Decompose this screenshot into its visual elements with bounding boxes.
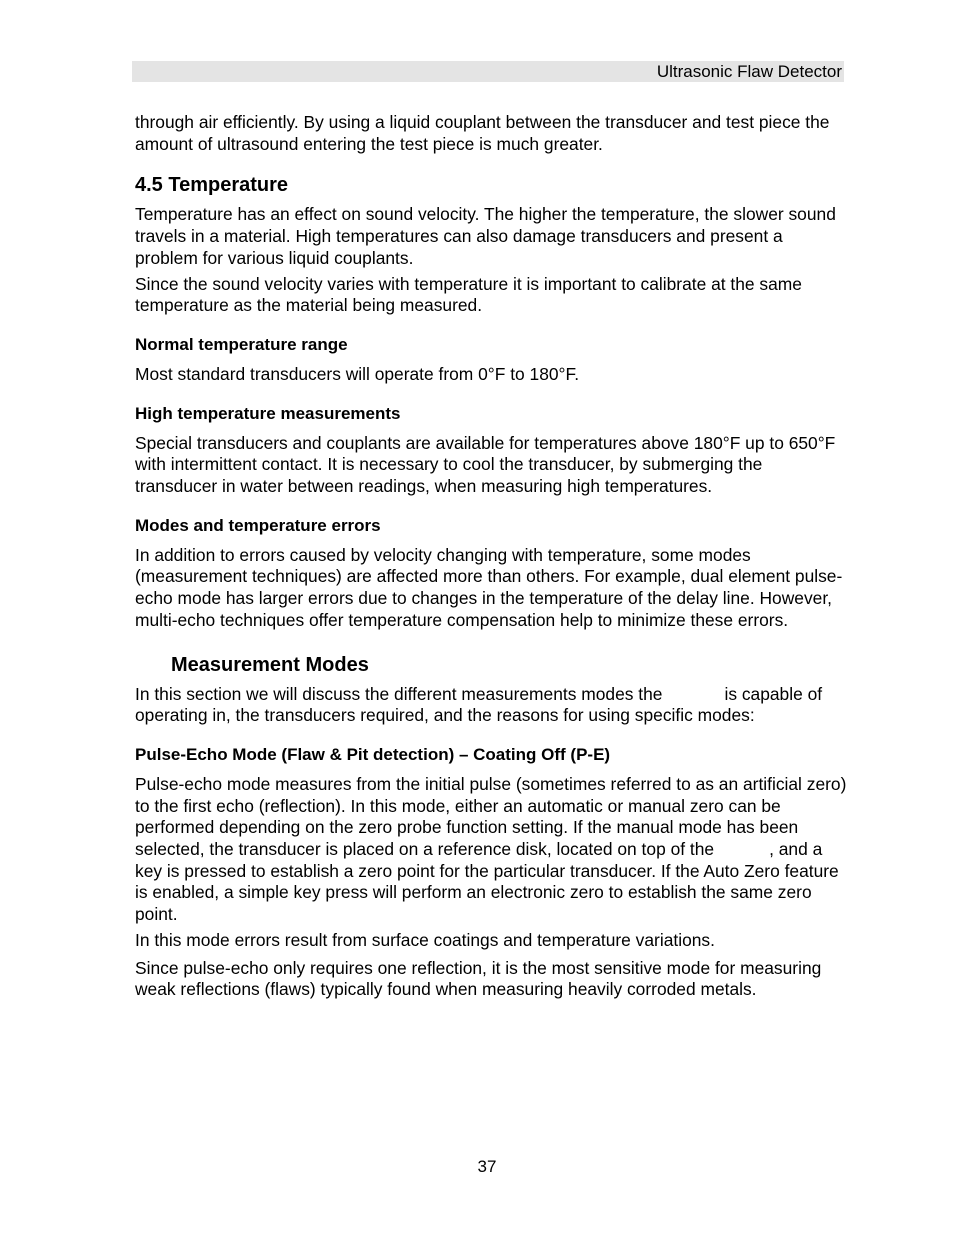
subheading-normal-range: Normal temperature range [135, 334, 348, 354]
intro-paragraph: through air efficiently. By using a liquid couplant between the transducer and test piece the amount of ultrasound entering the test piece is much greater. [135, 112, 830, 154]
measurement-modes-intro [135, 684, 847, 727]
temperature-paragraph-2: Since the sound velocity varies with temperature it is important to calibrate at the same temperature as the material being measured. [135, 273, 802, 316]
measurement-modes-intro-part2: is capable of operating in, the transducers required, and the reasons for using specific modes: [135, 683, 823, 726]
header-title: Ultrasonic Flaw Detector [656, 62, 842, 81]
subheading-pulse-echo: Pulse-Echo Mode (Flaw & Pit detection) – Coating Off (P-E) [135, 744, 611, 764]
page-number: 37 [477, 1157, 497, 1176]
page-content [135, 112, 847, 1001]
normal-range-paragraph: Most standard transducers will operate from 0°F to 180°F. [135, 363, 580, 384]
pulse-echo-paragraph-2: In this mode errors result from surface coatings and temperature variations. [135, 929, 715, 950]
page-header [132, 61, 844, 82]
measurement-modes-intro-part1: In this section we will discuss the different measurements modes the [135, 683, 663, 704]
section-heading-measurement-modes: Measurement Modes [171, 653, 369, 676]
subheading-modes-errors: Modes and temperature errors [135, 515, 381, 535]
subheading-high-temp: High temperature measurements [135, 403, 401, 423]
pulse-echo-paragraph-1 [135, 774, 847, 926]
pulse-echo-paragraph-1-part2: , and a key is pressed to establish a zero point for the particular transducer. If the Auto Zero feature is enabled, a simple key press will perform an electronic zero to establish the same zero point. [135, 839, 839, 925]
pulse-echo-paragraph-3: Since pulse-echo only requires one reflection, it is the most sensitive mode for measuring weak reflections (flaws) typically found when measuring heavily corroded metals. [135, 957, 822, 1000]
section-heading-temperature: 4.5 Temperature [135, 174, 289, 197]
pulse-echo-paragraph-1-part1: Pulse-echo mode measures from the initial pulse (sometimes referred to as an artificial zero) to the first echo (reflection). In this mode, either an automatic or manual zero can be performed depending on the zero probe function setting. If the manual mode has been selected, the transducer is placed on a reference disk, located on top of the [135, 773, 847, 860]
high-temp-paragraph: Special transducers and couplants are available for temperatures above 180°F up to 650°F with intermittent contact. It is necessary to cool the transducer, by submerging the transducer in water between readings, when measuring high temperatures. [135, 432, 836, 497]
temperature-paragraph-1: Temperature has an effect on sound velocity. The higher the temperature, the slower sound travels in a material. High temperatures can also damage transducers and present a problem for various liquid couplants. [135, 204, 836, 268]
modes-errors-paragraph: In addition to errors caused by velocity changing with temperature, some modes (measurement techniques) are affected more than others. For example, dual element pulse-echo mode has larger errors due to changes in the temperature of the delay line. However, multi-echo techniques offer temperature compensation help to minimize these errors. [135, 544, 843, 630]
